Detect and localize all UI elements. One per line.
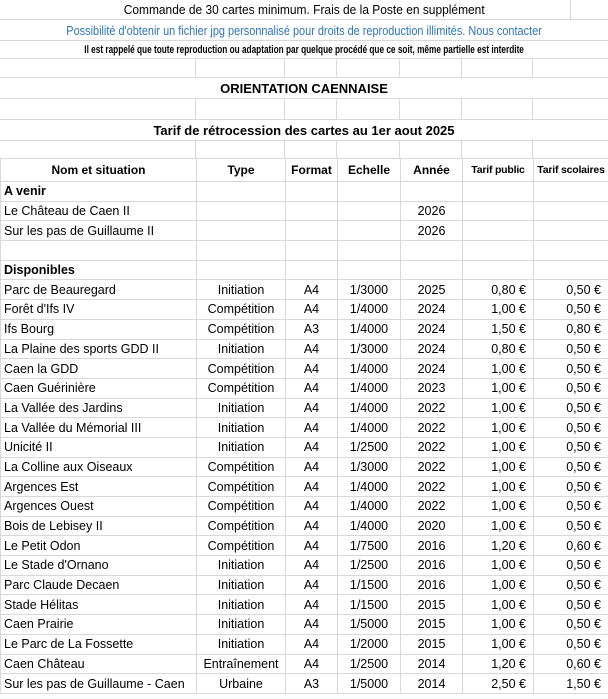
name-cell: Forêt d'Ifs IV [1,300,197,320]
format-cell [286,201,338,221]
public-price-cell: 1,00 € [463,300,534,320]
format-cell: A3 [286,319,338,339]
year-cell: 2024 [401,300,463,320]
school-price-cell [534,241,608,261]
scale-cell: 1/4000 [338,398,401,418]
format-cell: A4 [286,497,338,517]
data-row [1,201,608,221]
year-cell [401,260,463,280]
empty-cell [337,141,400,158]
empty-cell [196,59,285,77]
school-price-cell: 0,50 € [534,477,608,497]
school-price-cell [534,182,608,202]
notice-copyright-text: Il est rappelé que toute reproduction ou adaptation par quelque procédé que ce soit, même partielle est interdite [84,43,524,56]
public-price-cell [463,201,534,221]
scale-cell: 1/2500 [338,556,401,576]
empty-cell [285,141,337,158]
type-cell: Initiation [197,339,286,359]
name-cell: La Plaine des sports GDD II [1,339,197,359]
name-cell: Le Parc de La Fossette [1,634,197,654]
school-price-cell: 0,50 € [534,634,608,654]
header-cell-scale: Echelle [338,159,401,182]
year-cell: 2023 [401,378,463,398]
notice-order-minimum-text: Commande de 30 cartes minimum. Frais de la Poste en supplément [123,2,485,17]
type-cell [197,221,286,241]
type-cell: Entraînement [197,654,286,674]
empty-cell [285,99,337,119]
empty-cell [462,59,533,77]
scale-cell: 1/4000 [338,418,401,438]
year-cell: 2015 [401,615,463,635]
scale-cell: 1/3000 [338,339,401,359]
type-cell: Compétition [197,300,286,320]
scale-cell: 1/4000 [338,477,401,497]
school-price-cell: 0,50 € [534,497,608,517]
year-cell [401,241,463,261]
format-cell: A4 [286,575,338,595]
type-cell [197,201,286,221]
year-cell: 2016 [401,556,463,576]
type-cell: Initiation [197,575,286,595]
scale-cell: 1/4000 [338,516,401,536]
name-cell: Stade Hélitas [1,595,197,615]
type-cell: Compétition [197,497,286,517]
format-cell: A4 [286,437,338,457]
scale-cell: 1/2500 [338,654,401,674]
name-cell: Argences Est [1,477,197,497]
type-cell: Initiation [197,398,286,418]
format-cell: A4 [286,280,338,300]
name-cell: Parc Claude Decaen [1,575,197,595]
data-row [1,339,608,359]
year-cell: 2022 [401,477,463,497]
name-cell: Le Château de Caen II [1,201,197,221]
scale-cell [338,260,401,280]
type-cell: Urbaine [197,674,286,694]
scale-cell: 1/4000 [338,300,401,320]
data-row [1,634,608,654]
school-price-cell: 0,50 € [534,595,608,615]
public-price-cell: 1,00 € [463,477,534,497]
scale-cell: 1/4000 [338,359,401,379]
header-cell-year: Année [401,159,463,182]
notice-copyright [0,41,608,59]
empty-cell [337,59,400,77]
format-cell: A4 [286,595,338,615]
empty-cell [0,59,196,77]
empty-cell [462,99,533,119]
public-price-cell: 1,20 € [463,536,534,556]
data-row [1,418,608,438]
data-row [1,575,608,595]
type-cell: Initiation [197,556,286,576]
empty-cell [533,141,608,158]
type-cell: Initiation [197,280,286,300]
school-price-cell: 0,50 € [534,418,608,438]
year-cell: 2016 [401,536,463,556]
scale-cell: 1/3000 [338,457,401,477]
header-cell-type: Type [197,159,286,182]
school-price-cell: 0,50 € [534,575,608,595]
name-cell: Argences Ouest [1,497,197,517]
scale-cell [338,201,401,221]
scale-cell: 1/5000 [338,615,401,635]
type-cell [197,182,286,202]
format-cell [286,260,338,280]
year-cell [401,182,463,202]
type-cell: Compétition [197,457,286,477]
year-cell: 2024 [401,319,463,339]
section-label: A venir [1,182,197,202]
type-cell: Compétition [197,477,286,497]
scale-cell: 1/4000 [338,497,401,517]
scale-cell: 1/1500 [338,595,401,615]
header-cell-format: Format [286,159,338,182]
data-row [1,300,608,320]
year-cell: 2026 [401,221,463,241]
format-cell: A3 [286,674,338,694]
format-cell: A4 [286,378,338,398]
format-cell: A4 [286,536,338,556]
format-cell: A4 [286,615,338,635]
year-cell: 2022 [401,457,463,477]
school-price-cell: 0,80 € [534,319,608,339]
school-price-cell: 0,50 € [534,437,608,457]
name-cell [1,241,197,261]
data-row [1,556,608,576]
empty-cell [400,141,462,158]
format-cell: A4 [286,300,338,320]
empty-cell [533,59,608,77]
empty-cell [533,99,608,119]
year-cell: 2014 [401,674,463,694]
format-cell: A4 [286,477,338,497]
public-price-cell: 1,00 € [463,575,534,595]
empty-cell [400,99,462,119]
scale-cell: 1/2000 [338,634,401,654]
format-cell: A4 [286,556,338,576]
type-cell: Compétition [197,378,286,398]
name-cell: Sur les pas de Guillaume - Caen [1,674,197,694]
empty-grid-row [0,99,608,120]
public-price-cell: 1,00 € [463,437,534,457]
header-cell-public-price: Tarif public [463,159,534,182]
empty-cell [337,99,400,119]
scale-cell [338,221,401,241]
school-price-cell [534,201,608,221]
data-row [1,437,608,457]
public-price-cell: 1,20 € [463,654,534,674]
year-cell: 2022 [401,497,463,517]
school-price-cell: 0,50 € [534,378,608,398]
school-price-cell: 0,50 € [534,615,608,635]
data-row [1,615,608,635]
public-price-cell: 2,50 € [463,674,534,694]
school-price-cell: 0,50 € [534,359,608,379]
scale-cell: 1/5000 [338,674,401,694]
name-cell: La Colline aux Oiseaux [1,457,197,477]
year-cell: 2026 [401,201,463,221]
name-cell: La Vallée des Jardins [1,398,197,418]
school-price-cell: 0,50 € [534,556,608,576]
empty-cell [196,141,285,158]
public-price-cell: 1,50 € [463,319,534,339]
empty-grid-row [0,141,608,158]
name-cell: Le Stade d'Ornano [1,556,197,576]
school-price-cell: 0,60 € [534,654,608,674]
school-price-cell: 0,50 € [534,300,608,320]
name-cell: Caen Château [1,654,197,674]
public-price-cell: 1,00 € [463,634,534,654]
format-cell: A4 [286,359,338,379]
public-price-cell [463,241,534,261]
format-cell: A4 [286,398,338,418]
data-row [1,398,608,418]
name-cell: Sur les pas de Guillaume II [1,221,197,241]
scale-cell: 1/1500 [338,575,401,595]
format-cell [286,241,338,261]
header-row [1,159,608,182]
type-cell: Compétition [197,536,286,556]
section-row [1,260,608,280]
notice-jpg-contact-link[interactable] [0,20,608,41]
format-cell [286,221,338,241]
name-cell: Parc de Beauregard [1,280,197,300]
public-price-cell: 0,80 € [463,339,534,359]
scale-cell: 1/4000 [338,378,401,398]
public-price-cell: 1,00 € [463,516,534,536]
empty-grid-row [0,59,608,78]
school-price-cell: 0,50 € [534,516,608,536]
data-row [1,516,608,536]
public-price-cell: 1,00 € [463,497,534,517]
year-cell: 2016 [401,575,463,595]
public-price-cell: 1,00 € [463,418,534,438]
section-label: Disponibles [1,260,197,280]
club-title: ORIENTATION CAENNAISE [220,80,388,96]
spacer-row [1,241,608,261]
data-row [1,378,608,398]
school-price-cell: 0,50 € [534,280,608,300]
name-cell: Le Petit Odon [1,536,197,556]
public-price-cell [463,221,534,241]
data-row [1,595,608,615]
school-price-cell: 0,60 € [534,536,608,556]
school-price-cell: 0,50 € [534,398,608,418]
empty-cell [0,99,196,119]
type-cell: Initiation [197,437,286,457]
data-row [1,221,608,241]
public-price-cell: 1,00 € [463,615,534,635]
scale-cell: 1/4000 [338,319,401,339]
name-cell: Bois de Lebisey II [1,516,197,536]
data-row [1,319,608,339]
type-cell: Initiation [197,418,286,438]
name-cell: La Vallée du Mémorial III [1,418,197,438]
data-row [1,497,608,517]
name-cell: Caen Guérinière [1,378,197,398]
empty-cell [0,141,196,158]
year-cell: 2015 [401,634,463,654]
public-price-cell: 1,00 € [463,398,534,418]
type-cell: Compétition [197,516,286,536]
school-price-cell: 0,50 € [534,339,608,359]
data-row [1,280,608,300]
notice-jpg-contact-text: Possibilité d'obtenir un fichier jpg personnalisé pour droits de reproduction illimités. Nous contacter [66,22,542,38]
name-cell: Unicité II [1,437,197,457]
type-cell: Initiation [197,595,286,615]
public-price-cell: 0,80 € [463,280,534,300]
public-price-cell: 1,00 € [463,359,534,379]
type-cell [197,260,286,280]
club-title-row [0,78,608,99]
format-cell: A4 [286,516,338,536]
data-row [1,654,608,674]
type-cell: Initiation [197,634,286,654]
type-cell: Compétition [197,359,286,379]
school-price-cell [534,260,608,280]
type-cell: Initiation [197,615,286,635]
name-cell: Caen Prairie [1,615,197,635]
public-price-cell [463,260,534,280]
table-title-row [0,120,608,141]
format-cell: A4 [286,634,338,654]
data-row [1,457,608,477]
public-price-cell: 1,00 € [463,457,534,477]
school-price-cell [534,221,608,241]
format-cell [286,182,338,202]
header-cell-school-price: Tarif scolaires [534,159,608,182]
empty-cell [285,59,337,77]
year-cell: 2022 [401,437,463,457]
public-price-cell: 1,00 € [463,595,534,615]
public-price-cell: 1,00 € [463,378,534,398]
format-cell: A4 [286,339,338,359]
type-cell: Compétition [197,319,286,339]
scale-cell: 1/7500 [338,536,401,556]
name-cell: Caen la GDD [1,359,197,379]
gridline-tick [570,0,571,20]
data-row [1,674,608,694]
year-cell: 2024 [401,359,463,379]
table-title: Tarif de rétrocession des cartes au 1er aout 2025 [153,122,455,138]
format-cell: A4 [286,418,338,438]
year-cell: 2022 [401,418,463,438]
format-cell: A4 [286,457,338,477]
price-table [0,158,608,694]
empty-cell [196,99,285,119]
public-price-cell [463,182,534,202]
empty-cell [462,141,533,158]
year-cell: 2014 [401,654,463,674]
section-row [1,182,608,202]
year-cell: 2015 [401,595,463,615]
data-row [1,536,608,556]
data-row [1,359,608,379]
format-cell: A4 [286,654,338,674]
scale-cell [338,182,401,202]
school-price-cell: 0,50 € [534,457,608,477]
empty-cell [400,59,462,77]
year-cell: 2020 [401,516,463,536]
header-cell-name: Nom et situation [1,159,197,182]
year-cell: 2022 [401,398,463,418]
notice-order-minimum [0,0,608,20]
year-cell: 2024 [401,339,463,359]
school-price-cell: 1,50 € [534,674,608,694]
data-row [1,477,608,497]
name-cell: Ifs Bourg [1,319,197,339]
type-cell [197,241,286,261]
scale-cell: 1/2500 [338,437,401,457]
year-cell: 2025 [401,280,463,300]
public-price-cell: 1,00 € [463,556,534,576]
scale-cell [338,241,401,261]
scale-cell: 1/3000 [338,280,401,300]
